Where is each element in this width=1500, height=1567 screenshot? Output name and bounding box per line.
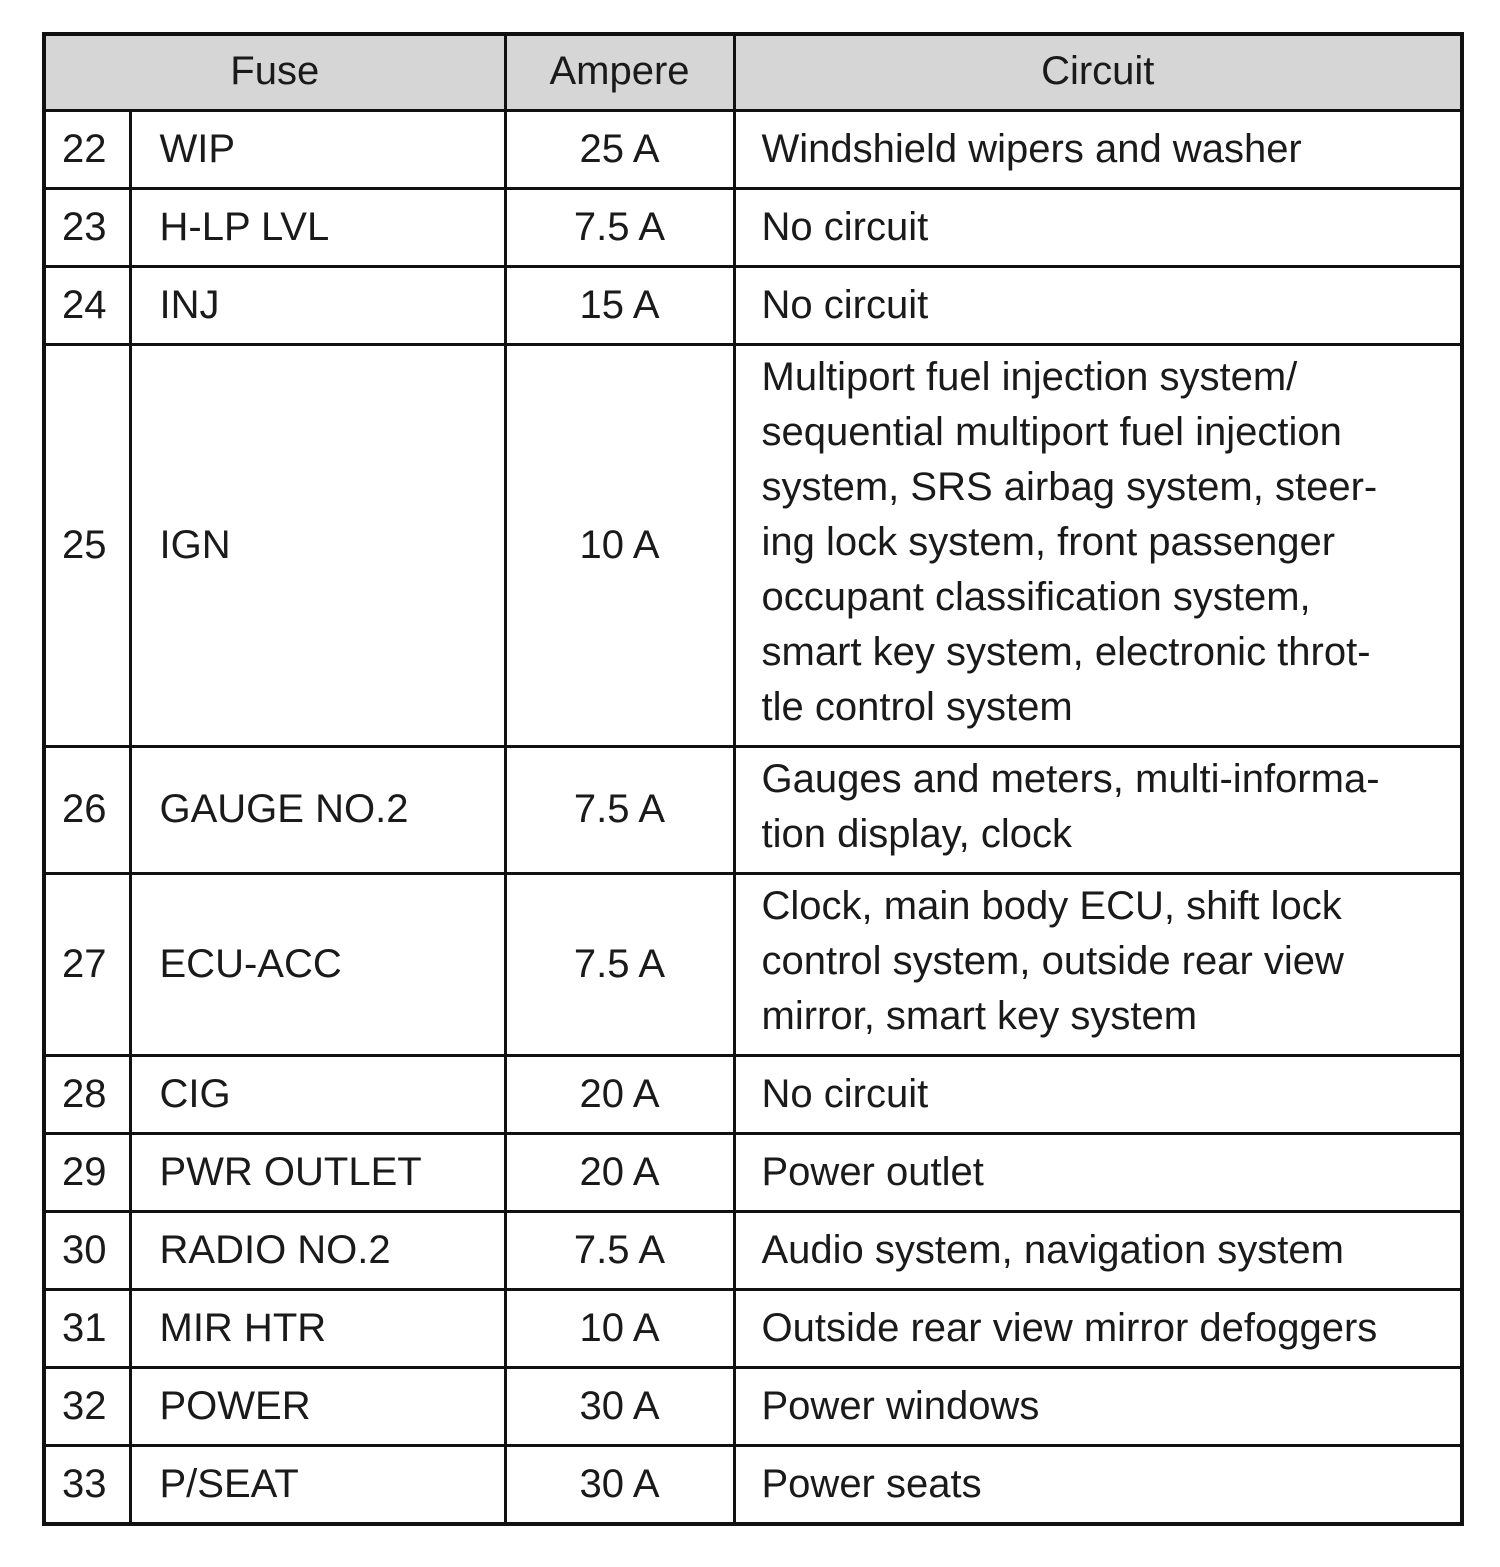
fuse-circuit [734, 344, 1462, 746]
fuse-circuit [734, 110, 1462, 188]
fuse-ampere: 20 A [505, 1133, 734, 1211]
fuse-number: 25 [44, 344, 130, 746]
header-row [44, 34, 1462, 110]
table-body [44, 110, 1462, 1524]
fuse-number: 33 [44, 1445, 130, 1524]
circuit-text: Audio system, navigation system [761, 1227, 1344, 1272]
table-row [44, 1367, 1462, 1445]
fuse-number: 23 [44, 188, 130, 266]
fuse-circuit [734, 1445, 1462, 1524]
fuse-name: ECU-ACC [130, 873, 505, 1055]
fuse-number: 31 [44, 1289, 130, 1367]
fuse-name: PWR OUTLET [130, 1133, 505, 1211]
fuse-ampere: 20 A [505, 1055, 734, 1133]
table-row [44, 1289, 1462, 1367]
fuse-ampere: 15 A [505, 266, 734, 344]
circuit-text: No circuit [761, 204, 929, 249]
fuse-number: 30 [44, 1211, 130, 1289]
table-header [44, 34, 1462, 110]
header-circuit: Circuit [734, 34, 1462, 110]
fuse-circuit [734, 1055, 1462, 1133]
fuse-name: RADIO NO.2 [130, 1211, 505, 1289]
fuse-name: IGN [130, 344, 505, 746]
fuse-ampere: 10 A [505, 344, 734, 746]
table-row [44, 746, 1462, 873]
circuit-text: Multiport fuel injection system/ sequential multiport fuel injection system, SRS airbag system, steer- ing lock system, front passenger occupant classification system, smart key system, electronic throt- tle control system [761, 354, 1378, 729]
fuse-circuit [734, 873, 1462, 1055]
circuit-text: Gauges and meters, multi-informa- tion display, clock [761, 756, 1380, 856]
fuse-circuit [734, 746, 1462, 873]
fuse-number: 28 [44, 1055, 130, 1133]
fuse-ampere: 30 A [505, 1445, 734, 1524]
fuse-name: H-LP LVL [130, 188, 505, 266]
fuse-number: 24 [44, 266, 130, 344]
circuit-text: Clock, main body ECU, shift lock control system, outside rear view mirror, smart key system [761, 883, 1344, 1038]
header-ampere: Ampere [505, 34, 734, 110]
circuit-text: Windshield wipers and washer [761, 126, 1302, 171]
fuse-circuit [734, 1211, 1462, 1289]
table-row [44, 873, 1462, 1055]
circuit-text: Power seats [761, 1461, 982, 1506]
table-row [44, 1055, 1462, 1133]
fuse-number: 26 [44, 746, 130, 873]
fuse-circuit [734, 188, 1462, 266]
table-row [44, 1445, 1462, 1524]
table-row [44, 266, 1462, 344]
table-row [44, 344, 1462, 746]
fuse-name: MIR HTR [130, 1289, 505, 1367]
fuse-ampere: 7.5 A [505, 188, 734, 266]
fuse-name: INJ [130, 266, 505, 344]
fuse-name: POWER [130, 1367, 505, 1445]
table-row [44, 188, 1462, 266]
circuit-text: Power outlet [761, 1149, 984, 1194]
circuit-text: Power windows [761, 1383, 1040, 1428]
fuse-circuit [734, 266, 1462, 344]
fuse-name: P/SEAT [130, 1445, 505, 1524]
fuse-ampere: 25 A [505, 110, 734, 188]
table-row [44, 110, 1462, 188]
fuse-ampere: 7.5 A [505, 746, 734, 873]
circuit-text: Outside rear view mirror defoggers [761, 1305, 1378, 1350]
fuse-name: GAUGE NO.2 [130, 746, 505, 873]
fuse-number: 32 [44, 1367, 130, 1445]
circuit-text: No circuit [761, 282, 929, 327]
fuse-circuit [734, 1133, 1462, 1211]
fuse-circuit [734, 1367, 1462, 1445]
fuse-ampere: 30 A [505, 1367, 734, 1445]
fuse-ampere: 10 A [505, 1289, 734, 1367]
fuse-number: 22 [44, 110, 130, 188]
table-row [44, 1133, 1462, 1211]
fuse-name: WIP [130, 110, 505, 188]
fuse-number: 29 [44, 1133, 130, 1211]
header-fuse: Fuse [44, 34, 505, 110]
fuse-ampere: 7.5 A [505, 1211, 734, 1289]
fuse-circuit [734, 1289, 1462, 1367]
fuse-number: 27 [44, 873, 130, 1055]
fuse-table [42, 32, 1464, 1526]
table-row [44, 1211, 1462, 1289]
circuit-text: No circuit [761, 1071, 929, 1116]
fuse-name: CIG [130, 1055, 505, 1133]
fuse-ampere: 7.5 A [505, 873, 734, 1055]
